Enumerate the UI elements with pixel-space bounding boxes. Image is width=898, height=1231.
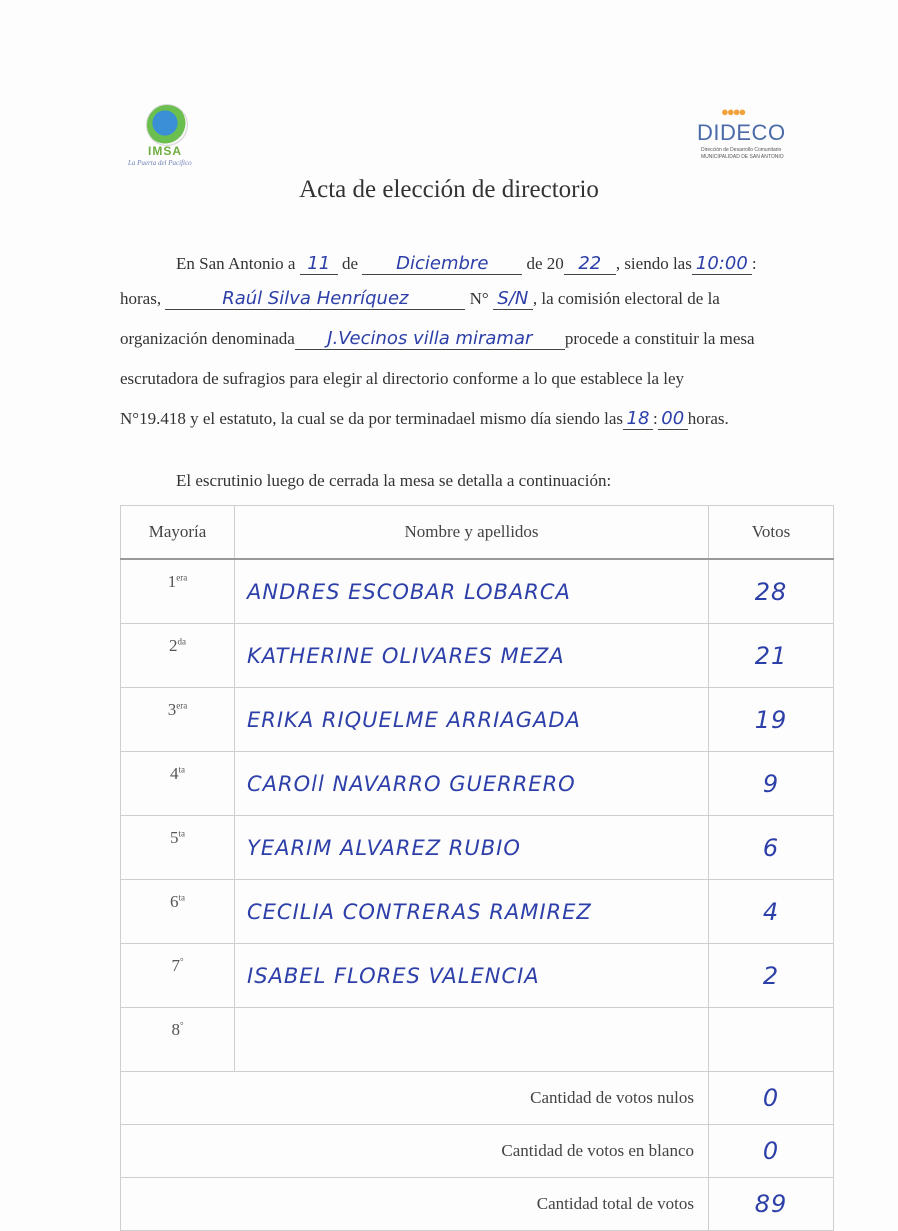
candidate-name: ISABEL FLORES VALENCIA — [235, 944, 709, 1008]
total-value: 89 — [709, 1178, 834, 1231]
imsa-logo-name: IMSA — [148, 144, 182, 158]
imsa-logo-tagline: La Puerta del Pacífico — [128, 159, 192, 167]
table-row — [121, 624, 834, 688]
imsa-emblem-icon — [146, 104, 188, 146]
organization-field: J.Vecinos villa miramar — [295, 329, 565, 350]
total-row — [121, 1178, 834, 1231]
paragraph-line-5: N°19.418 y el estatuto, la cual se da por terminadael mismo día siendo las 18 : 00 horas. — [120, 408, 729, 429]
table-row — [121, 559, 834, 624]
candidate-name: ERIKA RIQUELME ARRIAGADA — [235, 688, 709, 752]
candidate-votes — [709, 1008, 834, 1072]
imsa-logo — [126, 100, 216, 172]
votes-header: Votos — [709, 506, 834, 560]
candidate-name: YEARIM ALVAREZ RUBIO — [235, 816, 709, 880]
rank-cell: $3^{era}$ — [121, 688, 235, 752]
candidate-votes: 19 — [709, 688, 834, 752]
paragraph-line-2: horas, Raúl Silva Henríquez N° S/N , la comisión electoral de la — [120, 288, 720, 309]
rank-cell: 8° — [121, 1008, 235, 1072]
paragraph-line-3: organización denominada J.Vecinos villa miramar procede a constituir la mesa — [120, 328, 755, 349]
candidate-votes: 28 — [709, 559, 834, 624]
dideco-logo — [695, 104, 795, 164]
rank-cell: $4^{ta}$ — [121, 752, 235, 816]
scrutiny-intro: El escrutinio luego de cerrada la mesa se detalla a continuación: — [176, 471, 612, 490]
table-row — [121, 880, 834, 944]
dideco-logo-line2: MUNICIPALIDAD DE SAN ANTONIO — [701, 154, 784, 160]
name-header: Nombre y apellidos — [235, 506, 709, 560]
table-row — [121, 816, 834, 880]
total-label: Cantidad total de votos — [121, 1178, 709, 1231]
nulos-label: Cantidad de votos nulos — [121, 1072, 709, 1125]
candidate-votes: 2 — [709, 944, 834, 1008]
dideco-dots-icon: ●●●● — [721, 104, 745, 119]
day-field: 11 — [300, 254, 338, 275]
paragraph-line-4: escrutadora de sufragios para elegir al directorio conforme a lo que establece la ley — [120, 369, 685, 388]
dideco-logo-line1: Dirección de Desarrollo Comunitario — [701, 147, 782, 153]
rank-cell: $1^{era}$ — [121, 559, 235, 624]
year-field: 22 — [564, 254, 616, 275]
month-field: Diciembre — [362, 254, 522, 275]
rank-cell: $2^{da}$ — [121, 624, 235, 688]
blanco-value: 0 — [709, 1125, 834, 1178]
candidate-name: KATHERINE OLIVARES MEZA — [235, 624, 709, 688]
votes-table — [120, 505, 834, 1231]
rank-cell: $6^{ta}$ — [121, 880, 235, 944]
votes-table-header — [121, 506, 834, 560]
candidate-name: CAROll NAVARRO GUERRERO — [235, 752, 709, 816]
person-number-field: S/N — [493, 289, 533, 310]
candidate-name: ANDRES ESCOBAR LOBARCA — [235, 559, 709, 624]
table-row — [121, 1008, 834, 1072]
candidate-votes: 21 — [709, 624, 834, 688]
dideco-logo-name: DIDECO — [697, 120, 786, 145]
blanco-label: Cantidad de votos en blanco — [121, 1125, 709, 1178]
end-minute-field: 00 — [658, 409, 688, 430]
table-row — [121, 752, 834, 816]
start-time-field: 10:00 — [692, 254, 752, 275]
candidate-votes: 9 — [709, 752, 834, 816]
rank-header: Mayoría — [121, 506, 235, 560]
rank-cell: $5^{ta}$ — [121, 816, 235, 880]
table-row — [121, 944, 834, 1008]
blanco-row — [121, 1125, 834, 1178]
candidate-name — [235, 1008, 709, 1072]
candidate-votes: 4 — [709, 880, 834, 944]
candidate-name: CECILIA CONTRERAS RAMIREZ — [235, 880, 709, 944]
person-name-field: Raúl Silva Henríquez — [165, 289, 465, 310]
table-row — [121, 688, 834, 752]
paragraph-line-1: En San Antonio a 11 de Diciembre de 20 22 , siendo las 10:00 : — [176, 253, 757, 274]
rank-cell: 7° — [121, 944, 235, 1008]
candidate-votes: 6 — [709, 816, 834, 880]
nulos-row — [121, 1072, 834, 1125]
nulos-value: 0 — [709, 1072, 834, 1125]
end-hour-field: 18 — [623, 409, 653, 430]
page-title: Acta de elección de directorio — [299, 176, 599, 203]
